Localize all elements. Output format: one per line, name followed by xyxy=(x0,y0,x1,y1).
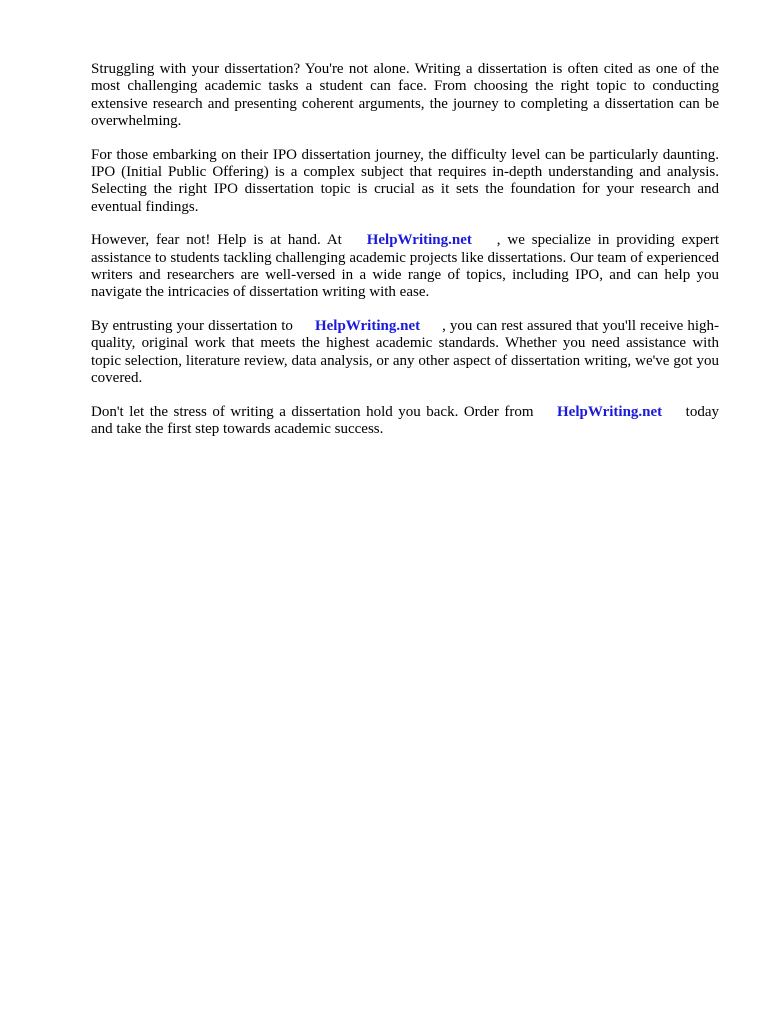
paragraph-entrust-after: , you can rest assured that you'll receive high-quality, original work that meets the highest academic standards. Whether you need assistance with topic selection, literature review, data analysis, or any other aspect of dissertation writing, we've got you covered. xyxy=(91,317,720,387)
paragraph-help-before: However, fear not! Help is at hand. At xyxy=(91,232,342,249)
paragraph-ipo: For those embarking on their IPO dissertation journey, the difficulty level can be particularly daunting. IPO (Initial Public Offering) is a complex subject that requires in-depth understanding and analysis. Selecting the right IPO dissertation topic is crucial as it sets the foundation for your research and eventual findings. xyxy=(91,146,719,215)
paragraph-help xyxy=(91,232,719,302)
paragraph-order-after: today and take the first step towards academic success. xyxy=(91,403,719,437)
paragraph-order-before: Don't let the stress of writing a dissertation hold you back. Order from xyxy=(91,403,534,420)
helpwriting-link[interactable]: HelpWriting.net xyxy=(366,232,472,249)
helpwriting-link[interactable]: HelpWriting.net xyxy=(314,317,421,334)
document-page xyxy=(91,61,719,454)
helpwriting-link[interactable]: HelpWriting.net xyxy=(557,403,663,420)
paragraph-entrust-before: By entrusting your dissertation to xyxy=(91,317,293,334)
paragraph-intro: Struggling with your dissertation? You're not alone. Writing a dissertation is often cited as one of the most challenging academic tasks a student can face. From choosing the right topic to conducting extensive research and presenting coherent arguments, the journey to completing a dissertation can be overwhelming. xyxy=(91,61,719,130)
paragraph-help-after: , we specialize in providing expert assistance to students tackling challenging academic projects like dissertations. Our team of experienced writers and researchers are well-versed in a wide range of topics, including IPO, and can help you navigate the intricacies of dissertation writing with ease. xyxy=(91,232,719,301)
paragraph-order xyxy=(91,404,719,439)
paragraph-entrust xyxy=(91,318,719,388)
